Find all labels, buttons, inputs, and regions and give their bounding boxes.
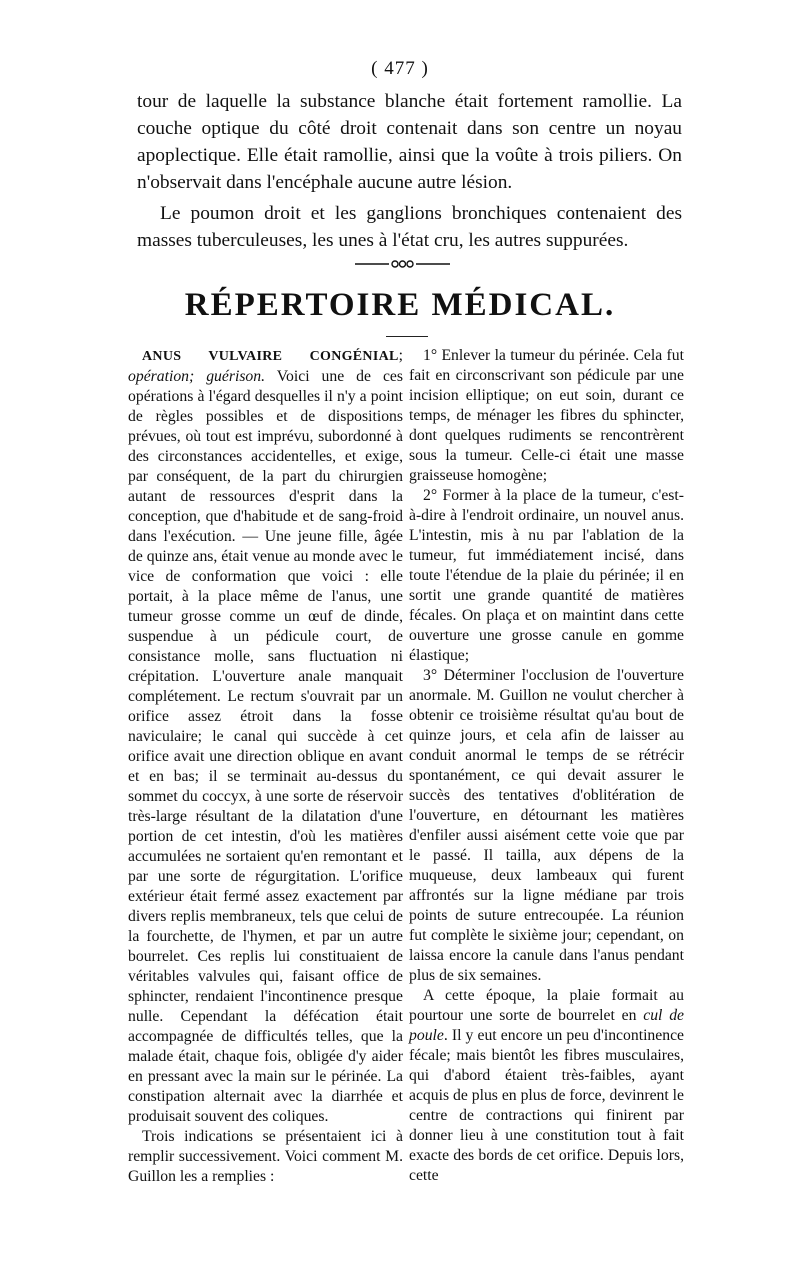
article-heading-separator: ; — [398, 347, 403, 364]
outcome-text-b: . Il y eut encore un peu d'incontinence fécale; mais bientôt les fibres musculaires, qui d'abord étaient très-faibles, ayant acquis de plus en plus de force, devinrent le centre de contractions qui finirent par donner lieu à une constitution tout à fait exacte des bords de cet orifice. Depuis lors, cette — [409, 1027, 684, 1184]
step-3-paragraph: 3° Déterminer l'occlusion de l'ouverture anormale. M. Guillon ne voulut chercher à obtenir ce troisième résultat qu'au bout de quinze jours, et cela afin de laisser au conduit anormal le temps de se rétrécir spontanément, ce qui devait assurer le succès des tentatives d'oblitération de l'ouverture, en détournant les matières d'enfiler aussi aisément cette voie que par le passé. Il tailla, aux dépens de la muqueuse, deux lambeaux qui furent affrontés sur la ligne médiane par trois points de suture entrecoupée. La réunion fut complète le sixième jour; cependant, on laissa encore la canule dans l'anus pendant plus de six semaines. — [409, 667, 684, 984]
intro-paragraph-2: Le poumon droit et les ganglions bronchiques contenaient des masses tuberculeuses, les unes à l'état cru, les autres suppurées. — [137, 203, 682, 251]
article-heading: ANUS VULVAIRE CONGÉNIAL — [142, 349, 399, 364]
intro-paragraph-1: tour de laquelle la substance blanche était fortement ramollie. La couche optique du côté droit contenait dans son centre un noyau apoplectique. Elle était ramollie, ainsi que la voûte à trois piliers. On n'observait dans l'encéphale aucune autre lésion. — [137, 91, 682, 193]
outcome-italic: cul de poule — [409, 1007, 685, 1044]
intro-text — [137, 88, 682, 254]
left-column — [128, 346, 403, 1187]
outcome-paragraph — [409, 986, 684, 1186]
page-number: ( 477 ) — [371, 58, 429, 79]
section-title: RÉPERTOIRE MÉDICAL. — [184, 287, 616, 323]
right-column — [409, 346, 684, 1186]
outcome-text-a: A cette époque, la plaie formait au pourtour une sorte de bourrelet en — [409, 987, 684, 1024]
article-paragraph-2: Trois indications se présentaient ici à remplir successivement. Voici comment M. Guillon les a remplies : — [128, 1128, 403, 1185]
article-subheading: opération; guérison. — [128, 368, 266, 385]
article-paragraph-1 — [128, 346, 403, 1127]
step-1-paragraph: 1° Enlever la tumeur du périnée. Cela fut fait en circonscrivant son pédicule par une incision elliptique; on eut soin, durant ce temps, de ménager les fibres du sphincter, dont quelques rudiments se rencontrèrent sous la tumeur. Celle-ci était une masse graisseuse homogène; — [409, 347, 684, 484]
ornament-divider — [355, 259, 450, 269]
step-2-paragraph: 2° Former à la place de la tumeur, c'est-à-dire à l'endroit ordinaire, un nouvel anus. L'intestin, mis à nu par l'ablation de la tumeur, fut immédiatement incisé, dans toute l'étendue de la plaie du périnée; il en sortit une grande quantité de matières fécales. On plaça et on maintint dans cette ouverture une grosse canule en gomme élastique; — [409, 487, 684, 664]
article-text-1: Voici une de ces opérations à l'égard desquelles il n'y a point de règles possibles et de dispositions prévues, où tout est imprévu, subordonné à des circonstances accidentelles, et exige, par conséquent, de la part du chirurgien autant de ressources d'esprit dans la conception, que d'habitude et de sang-froid dans l'exécution. — Une jeune fille, âgée de quinze ans, était venue au monde avec le vice de conformation que voici : elle portait, à la place même de l'anus, une tumeur grosse comme un œuf de dinde, suspendue à un pédicule court, de consistance molle, sans fluctuation ni crépitation. L'ouverture anale manquait complétement. Le rectum s'ouvrait par un orifice assez étroit dans la fosse naviculaire; le canal qui succède à cet orifice avait une direction oblique en avant et en bas; il se terminait au-dessus du sommet du coccyx, à une sorte de réservoir très-large résultant de la dilatation d'une portion de cet intestin, d'où les matières accumulées ne sortaient qu'en remontant et par une sorte de régurgitation. L'orifice extérieur était fermé assez exactement par divers replis membraneux, tels que celui de la fourchette, de l'hymen, et par un autre bourrelet. Ces replis lui constituaient de véritables valvules qui, faisant office de sphincter, rendaient l'incontinence presque nulle. Cependant la défécation était accompagnée de difficultés telles, que la malade était, chaque fois, obligée d'y aider en pressant avec la main sur le périnée. La constipation alternait avec la diarrhée et produisait souvent des coliques. — [128, 368, 404, 1125]
title-rule — [386, 336, 428, 337]
